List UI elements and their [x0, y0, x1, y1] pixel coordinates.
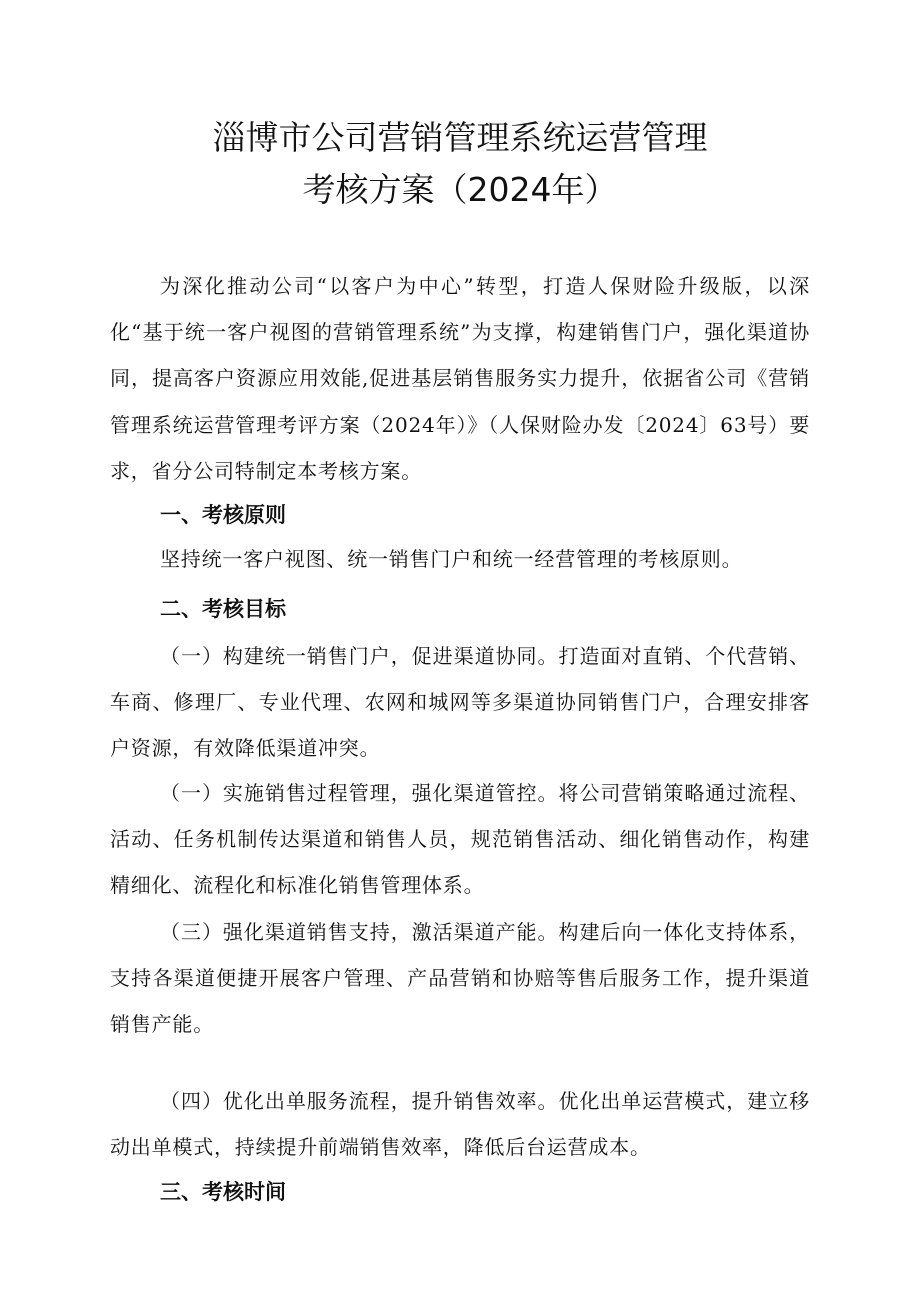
section-heading-principles: 一、考核原则	[160, 503, 286, 527]
objective-item-1: （一）构建统一销售门户，促进渠道协同。打造面对直销、个代营销、车商、修理厂、专业代理、农网和城网等多渠道协同销售门户，合理安排客户资源，有效降低渠道冲突。	[110, 644, 810, 761]
document-title-line-2: 考核方案（2024年）	[302, 170, 618, 209]
objective-item-4: （四）优化出单服务流程，提升销售效率。优化出单运营模式，建立移动出单模式，持续提升前端销售效率，降低后台运营成本。	[110, 1089, 810, 1160]
principles-paragraph: 坚持统一客户视图、统一销售门户和统一经营管理的考核原则。	[160, 547, 743, 571]
section-heading-schedule: 三、考核时间	[160, 1180, 286, 1204]
intro-paragraph: 为深化推动公司“以客户为中心”转型，打造人保财险升级版，以深化“基于统一客户视图的营销管理系统”为支撑，构建销售门户，强化渠道协同，提高客户资源应用效能,促进基层销售服务实力提升，依据省公司《营销管理系统运营管理考评方案（2024年）》（人保财险办发〔2024〕63号）要求，省分公司特制定本考核方案。	[110, 274, 810, 483]
objective-item-3: （三）强化渠道销售支持，激活渠道产能。构建后向一体化支持体系，支持各渠道便捷开展客户管理、产品营销和协赔等售后服务工作，提升渠道销售产能。	[110, 920, 810, 1037]
objective-item-2: （一）实施销售过程管理，强化渠道管控。将公司营销策略通过流程、活动、任务机制传达渠道和销售人员，规范销售活动、细化销售动作，构建精细化、流程化和标准化销售管理体系。	[110, 781, 810, 898]
section-heading-objectives: 二、考核目标	[160, 597, 286, 621]
document-title-line-1: 淄博市公司营销管理系统运营管理	[212, 118, 708, 157]
